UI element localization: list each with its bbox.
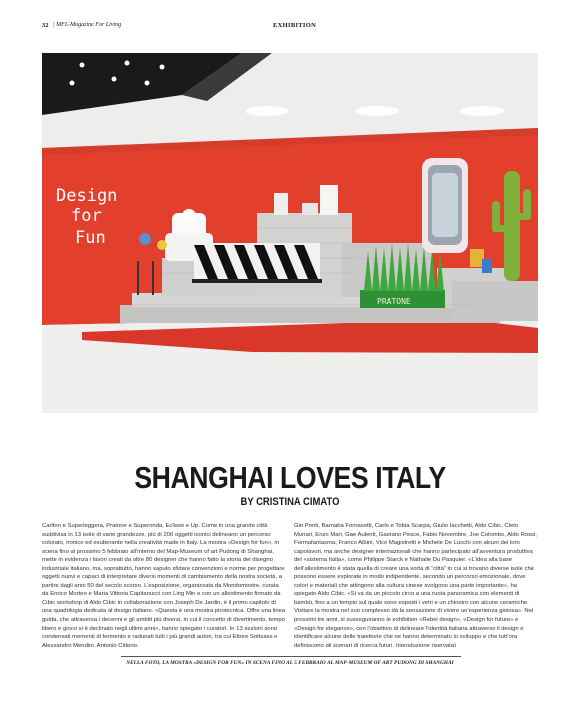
article-byline: BY CRISTINA CIMATO [240,496,340,508]
section-label: EXHIBITION [273,22,317,29]
article-column-2: Gio Ponti, Barnaba Fornasetti, Carlo e Tobia Scarpa, Giulio Iacchetti, Aldo Cibic, Cleto Munari, Enzo Mari, Gae Aulenti, Gaetano Pesce, Fabio Novembre, Joe Colombo, Aldo Rossi, Formafantasma, Franco Albini, Vico Magistretti e Michele De Lucchi con alcuni dei loro capolavori, ma anche designer internazionali che hanno partecipato all’avventura produttiva del «sistema Italia», come Philippe Starck e Nathalie Du Pasquier. «L’idea alla base dell’allestimento è stata quella di creare una sorta di “città” in cui si trovano diverse isole che possono essere esplorate in modo indipendente, secondo un percorso emozionale, dove colori e materiali che attingono alla cultura cinese svolgono una parte importante», ha spiegato Aldo Cibic. «Si va da un piccolo circo a una ruota panoramica con elementi di bambù, fino a un tempio sul quale sono esposti i vetri e un chiostro con alcune ceramiche. Visitare la mostra nel suo complesso dà la sensazione di vivere un’esperienza gioiosa». Nei prossimi tre anni, si susseguiranno le exhibition «Rebel design», «Design for future» e «Design for elegance», con l’obiettivo di delineare l’identità italiana attraverso il design e identificare alcune delle traiettorie che ne hanno determinato lo sviluppo e che tutt’ora definiscono gli scenari di ricerca futuri. (riproduzione riservata) [294,523,537,647]
article-headline: SHANGHAI LOVES ITALY [134,460,446,495]
page-number: 32 [42,22,49,29]
wall-lettering-line-2: for [71,206,102,226]
caption-divider [121,656,461,657]
wall-lettering-line-1: Design [56,186,118,206]
wall-lettering-line-3: Fun [75,228,106,248]
article-body [42,522,538,647]
plinth-lettering: PRATONE [377,297,411,306]
exhibition-photo [42,53,538,413]
photo-caption: NELLA FOTO, LA MOSTRA «DESIGN FOR FUN» IN SCENA FINO AL 5 FEBBRAIO AL MAP-MUSEUM OF ART PUDONG DI SHANGHAI [126,660,454,666]
page-header [42,22,538,34]
magazine-name: | MFL-Magazine For Living [53,22,122,28]
article-column-1: Carlton e Superleggera, Pratone e Superonda, Eclisse e Up. Come in una grande città suddivisa in 13 isole di varie grandezze, più di 200 oggetti iconici delineano un percorso colorato, ironico ed esuberante nella creatività made in Italy. La mostra «Design for fun», in scena fino al prossimo 5 febbraio all’interno del Map-Museum of art Pudong di Shanghai, mette in evidenza i lavori creati da oltre 80 designer che hanno fatto la storia del disegno industriale italiano, ma, soprattutto, hanno saputo sfidare convenzioni e norme per progettare oggetti nuovi e capaci di interpretare diversi momenti di cambiamento della nostra società, a partire dagli anni 50 del secolo scorso. L’esposizione, organizzata da Mondomostre, curata da Enrico Morteo e Maria Vittoria Capitanucci con Ling Min e con un allestimento firmato da Cibic workshop di Aldo Cibic in collaborazione con Joseph De Jardin, è il primo capitolo di una quadrilogia dedicata al design italiano. «Questa è una mostra pirotecnica. Offre una linea guida, che attraversa i decenni e gli ambiti più diversi, in cui il concetto di divertimento, tempo libero e gioco si è declinato negli ultimi anni», hanno spiegato i curatori. In 13 sezioni sono condensati momenti di fermento e radunati tutti i più grandi autori, tra cui Ettore Sottsass e Alessandro Mendini, Antonio Citterio, [42,523,286,647]
